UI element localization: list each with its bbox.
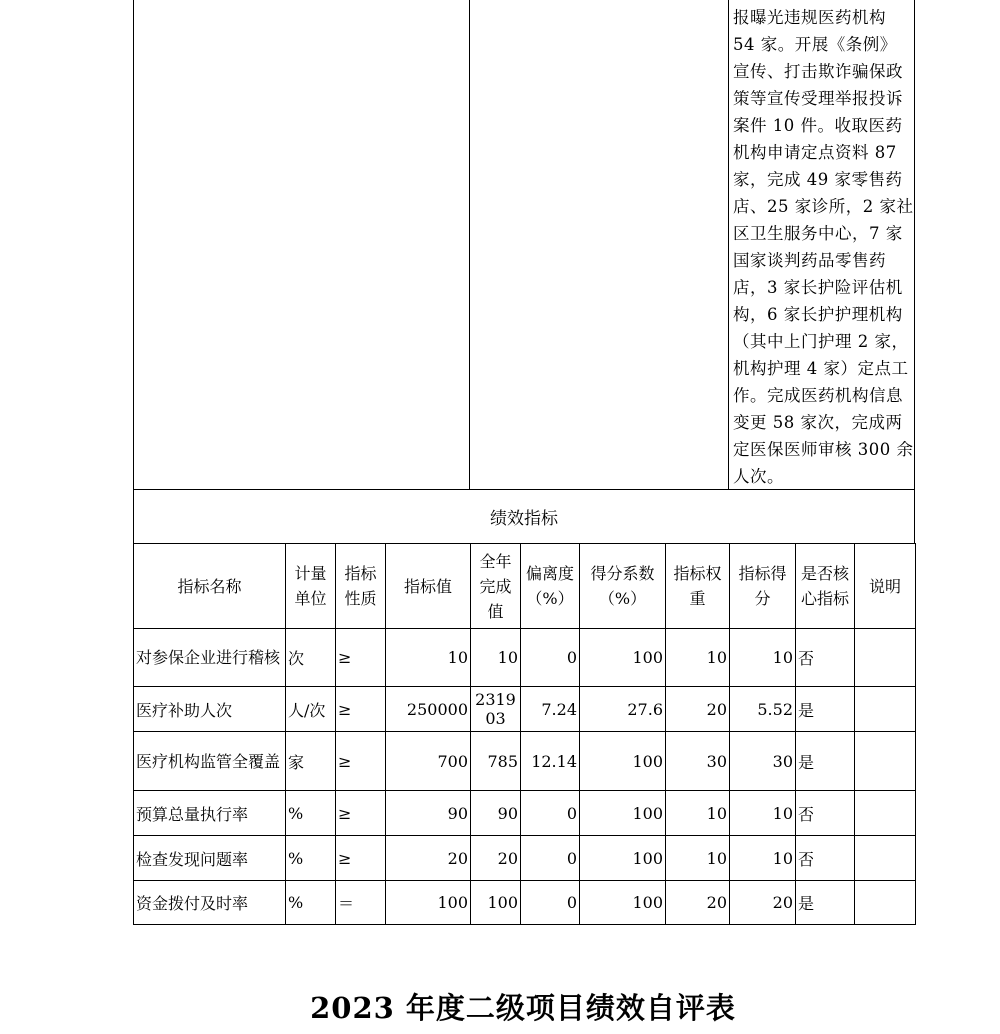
header-score: 指标得分 [730, 544, 796, 629]
cell-weight: 10 [666, 629, 730, 687]
text-line: （其中上门护理 2 家， [733, 332, 909, 351]
cell-core: 否 [796, 791, 855, 836]
cell-target: 20 [386, 836, 471, 881]
cell-name: 医疗补助人次 [134, 687, 286, 732]
cell-deviation: 0 [521, 629, 580, 687]
cell-deviation: 0 [521, 836, 580, 881]
cell-note [855, 881, 916, 925]
header-row [134, 544, 916, 629]
cell-name: 预算总量执行率 [134, 791, 286, 836]
text-line: 54 家。开展《条例》 [733, 35, 897, 54]
cell-coef: 100 [580, 791, 666, 836]
header-unit: 计量单位 [286, 544, 336, 629]
text-line: 构，6 家长护护理机构 [733, 305, 903, 324]
cell-score: 10 [730, 791, 796, 836]
table-row [134, 732, 916, 791]
cell-score: 5.52 [730, 687, 796, 732]
header-deviation: 偏离度（%） [521, 544, 580, 629]
cell-actual: 10 [471, 629, 521, 687]
header-target: 指标值 [386, 544, 471, 629]
continuation-cell-empty-1 [134, 0, 470, 489]
text-line: 宣传、打击欺诈骗保政 [733, 62, 903, 81]
cell-nature: ＝ [336, 881, 386, 925]
cell-core: 否 [796, 629, 855, 687]
text-line: 机构护理 4 家）定点工 [733, 359, 909, 378]
cell-deviation: 12.14 [521, 732, 580, 791]
cell-target: 100 [386, 881, 471, 925]
cell-actual: 785 [471, 732, 521, 791]
cell-core: 是 [796, 687, 855, 732]
cell-nature: ≥ [336, 791, 386, 836]
cell-coef: 100 [580, 629, 666, 687]
cell-name: 对参保企业进行稽核 [134, 629, 286, 687]
cell-nature: ≥ [336, 836, 386, 881]
cell-weight: 20 [666, 687, 730, 732]
table-row [134, 881, 916, 925]
cell-coef: 100 [580, 836, 666, 881]
cell-weight: 10 [666, 791, 730, 836]
text-line: 案件 10 件。收取医药 [733, 116, 903, 135]
cell-core: 是 [796, 732, 855, 791]
text-line: 国家谈判药品零售药 [733, 251, 886, 270]
cell-deviation: 7.24 [521, 687, 580, 732]
cell-score: 20 [730, 881, 796, 925]
cell-coef: 100 [580, 881, 666, 925]
table-row [134, 629, 916, 687]
text-line: 策等宣传受理举报投诉 [733, 89, 903, 108]
text-line: 店、25 家诊所，2 家社 [733, 197, 914, 216]
text-line: 定医保医师审核 300 余 [733, 440, 914, 459]
cell-score: 10 [730, 629, 796, 687]
text-line: 人次。 [733, 467, 784, 486]
cell-note [855, 791, 916, 836]
cell-coef: 100 [580, 732, 666, 791]
cell-weight: 30 [666, 732, 730, 791]
cell-nature: ≥ [336, 687, 386, 732]
cell-target: 10 [386, 629, 471, 687]
text-line: 作。完成医药机构信息 [733, 386, 903, 405]
cell-target: 250000 [386, 687, 471, 732]
cell-unit: % [286, 881, 336, 925]
text-line: 区卫生服务中心，7 家 [733, 224, 903, 243]
text-line: 店，3 家长护险评估机 [733, 278, 903, 297]
cell-deviation: 0 [521, 791, 580, 836]
continuation-block [133, 0, 915, 490]
cell-note [855, 732, 916, 791]
indicator-table [133, 543, 916, 925]
text-line: 变更 58 家次，完成两 [733, 413, 903, 432]
header-nature: 指标性质 [336, 544, 386, 629]
cell-unit: % [286, 836, 336, 881]
cell-note [855, 687, 916, 732]
document-title: 2023 年度二级项目绩效自评表 [310, 991, 736, 1025]
cell-actual: 231903 [471, 687, 521, 732]
text-line: 家，完成 49 家零售药 [733, 170, 903, 189]
cell-nature: ≥ [336, 732, 386, 791]
cell-name: 检查发现问题率 [134, 836, 286, 881]
cell-actual: 100 [471, 881, 521, 925]
header-coef: 得分系数（%） [580, 544, 666, 629]
section-title: 绩效指标 [133, 489, 915, 544]
cell-note [855, 836, 916, 881]
cell-nature: ≥ [336, 629, 386, 687]
cell-weight: 20 [666, 881, 730, 925]
cell-weight: 10 [666, 836, 730, 881]
cell-core: 是 [796, 881, 855, 925]
cell-target: 700 [386, 732, 471, 791]
cell-actual: 20 [471, 836, 521, 881]
cell-core: 否 [796, 836, 855, 881]
cell-unit: 家 [286, 732, 336, 791]
text-line: 报曝光违规医药机构 [733, 8, 886, 27]
header-weight: 指标权重 [666, 544, 730, 629]
cell-target: 90 [386, 791, 471, 836]
header-actual: 全年完成值 [471, 544, 521, 629]
header-core: 是否核心指标 [796, 544, 855, 629]
cell-coef: 27.6 [580, 687, 666, 732]
cell-unit: 人/次 [286, 687, 336, 732]
cell-score: 30 [730, 732, 796, 791]
cell-unit: % [286, 791, 336, 836]
cell-score: 10 [730, 836, 796, 881]
cell-actual: 90 [471, 791, 521, 836]
continuation-cell-empty-2 [470, 0, 729, 489]
cell-note [855, 629, 916, 687]
cell-unit: 次 [286, 629, 336, 687]
table-row [134, 687, 916, 732]
continuation-text-cell [729, 0, 916, 489]
cell-name: 资金拨付及时率 [134, 881, 286, 925]
header-note: 说明 [855, 544, 916, 629]
header-name: 指标名称 [134, 544, 286, 629]
cell-name: 医疗机构监管全覆盖 [134, 732, 286, 791]
cell-deviation: 0 [521, 881, 580, 925]
table-row [134, 836, 916, 881]
text-line: 机构申请定点资料 87 [733, 143, 897, 162]
table-row [134, 791, 916, 836]
